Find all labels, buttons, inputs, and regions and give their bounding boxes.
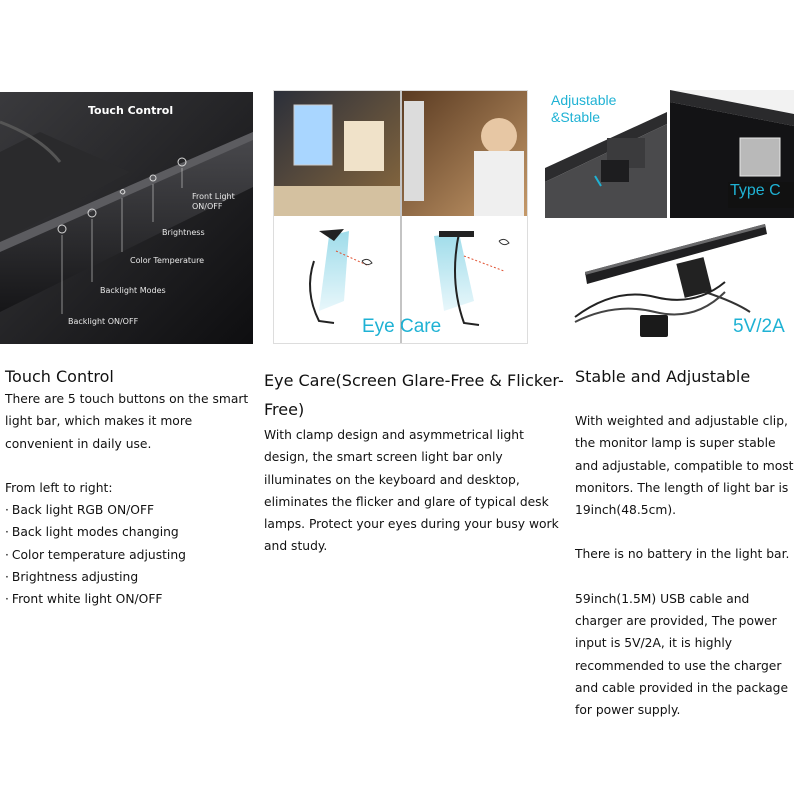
list-title: From left to right: <box>5 480 113 495</box>
light-bar-package-image <box>545 222 795 344</box>
eye-care-body: With clamp design and asymmetrical light design, the smart screen light bar only illuminates on the keyboard and desktop, eliminates the flicker and glare of typical desk lamps. Protect your eyes during your busy work and study. <box>264 428 559 554</box>
color-temperature-label: Color Temperature <box>130 256 205 265</box>
touch-control-intro: There are 5 touch buttons on the smart light bar, which makes it more convenient in daily use. <box>5 392 249 451</box>
brightness-label: Brightness <box>162 228 205 237</box>
list-item: · Color temperature adjusting <box>5 544 255 566</box>
touch-control-heading: Touch Control <box>5 367 114 386</box>
touch-button-list <box>5 499 255 610</box>
stable-adjustable-heading: Stable and Adjustable <box>575 367 751 386</box>
backlight-modes-label: Backlight Modes <box>100 286 166 295</box>
list-item: · Brightness adjusting <box>5 566 255 588</box>
voltage-label: 5V/2A <box>733 316 785 337</box>
touch-control-title: Touch Control <box>88 104 174 117</box>
eye-care-label: Eye Care <box>362 316 442 337</box>
stable-paragraph-3: 59inch(1.5M) USB cable and charger are provided, The power input is 5V/2A, it is highly recommended to use the charger and cable provided in the package for power supply. <box>575 591 789 718</box>
type-c-label: Type C <box>730 182 781 199</box>
touch-control-image <box>0 92 253 344</box>
adjustable-label-line2: &Stable <box>551 109 601 125</box>
light-bar-illustration <box>0 92 253 344</box>
list-item: · Front white light ON/OFF <box>5 588 255 610</box>
eye-care-heading: Eye Care(Screen Glare-Free & Flicker-Free) <box>264 371 564 419</box>
adjustable-label-line1: Adjustable <box>551 92 617 108</box>
eye-care-column <box>264 366 564 558</box>
adjustable-image <box>545 90 667 218</box>
stable-adjustable-column <box>575 366 797 722</box>
front-light-label: Front Light ON/OFF <box>192 192 235 211</box>
stable-paragraph-1: With weighted and adjustable clip, the monitor lamp is super stable and adjustable, compatible to most monitors. The length of light bar is 19inch(48.5cm). <box>575 414 794 518</box>
type-c-image <box>670 90 794 218</box>
list-item: · Back light RGB ON/OFF <box>5 499 255 521</box>
list-item: · Back light modes changing <box>5 521 255 543</box>
backlight-onoff-label: Backlight ON/OFF <box>68 317 139 326</box>
adjustable-label <box>551 92 616 126</box>
eye-care-image <box>273 90 528 344</box>
eye-care-illustration <box>274 91 528 344</box>
touch-control-column <box>5 366 255 611</box>
stable-paragraph-2: There is no battery in the light bar. <box>575 547 790 562</box>
